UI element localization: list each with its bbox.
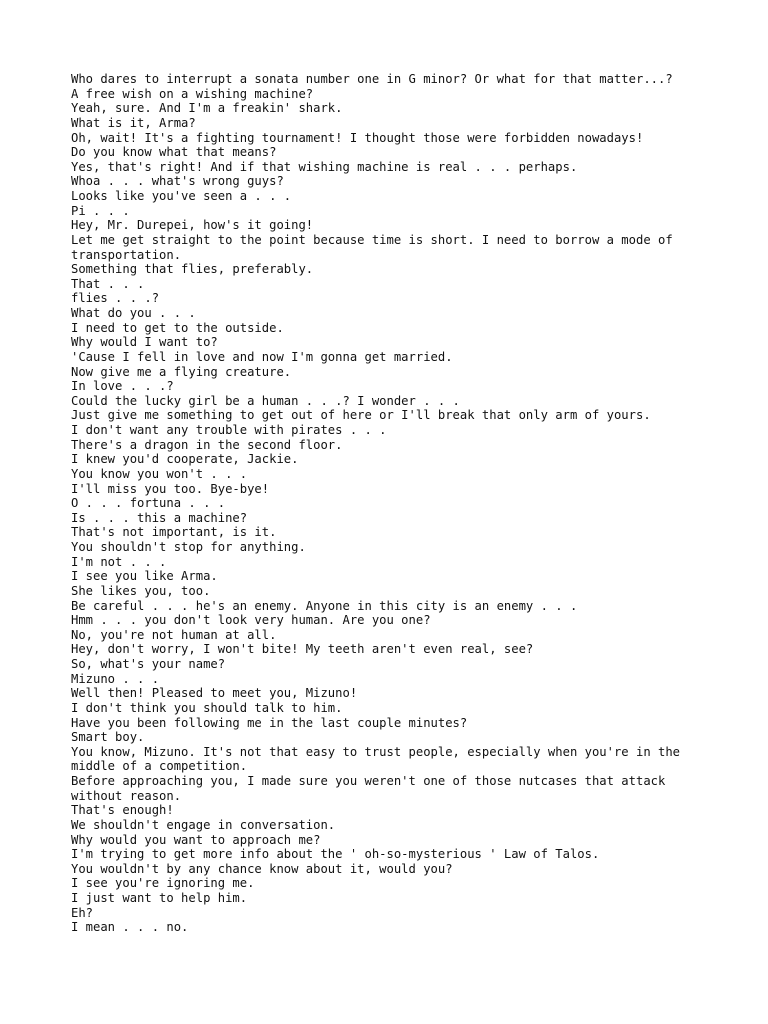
text-line: Yeah, sure. And I'm a freakin' shark.	[71, 101, 343, 116]
text-line: You wouldn't by any chance know about it, would you?	[71, 861, 453, 876]
document-page	[71, 72, 731, 935]
text-line: I need to get to the outside.	[71, 320, 284, 335]
text-line: 'Cause I fell in love and now I'm gonna get married.	[71, 349, 453, 364]
text-line: Well then! Pleased to meet you, Mizuno!	[71, 686, 358, 701]
text-line: I just want to help him.	[71, 891, 248, 905]
text-line: What do you . . .	[71, 306, 196, 320]
text-line: A free wish on a wishing machine?	[71, 86, 314, 101]
text-line: Eh?	[71, 905, 94, 920]
text-line: There's a dragon in the second floor.	[71, 437, 343, 452]
text-line: Why would I want to?	[71, 335, 218, 350]
text-line: No, you're not human at all.	[71, 627, 277, 642]
text-line: You know, Mizuno. It's not that easy to trust people, especially when you're in the	[71, 744, 681, 759]
text-line: Be careful . . . he's an enemy. Anyone in this city is an enemy . . .	[71, 598, 578, 613]
text-line: O . . . fortuna . . .	[71, 496, 226, 511]
text-line: Have you been following me in the last couple minutes?	[71, 715, 468, 730]
text-line: Something that flies, preferably.	[71, 262, 314, 277]
text-line: That's enough!	[71, 803, 174, 818]
text-line: Smart boy.	[71, 730, 145, 745]
text-line: Is . . . this a machine?	[71, 510, 248, 525]
text-line: I'm not . . .	[71, 554, 167, 569]
text-line: Let me get straight to the point because time is short. I need to borrow a mode of	[71, 232, 673, 247]
text-line: Yes, that's right! And if that wishing machine is real . . . perhaps.	[71, 159, 578, 174]
text-line: Why would you want to approach me?	[71, 832, 321, 847]
text-line: I see you're ignoring me.	[71, 876, 255, 891]
text-line: I mean . . . no.	[71, 920, 189, 935]
text-line: That . . .	[71, 276, 145, 291]
text-line: You shouldn't stop for anything.	[71, 540, 306, 554]
text-line: Could the lucky girl be a human . . .? I wonder . . .	[71, 393, 460, 408]
text-line: What is it, Arma?	[71, 115, 196, 130]
text-line: Pi . . .	[71, 203, 130, 218]
text-line: I see you like Arma.	[71, 569, 218, 584]
text-line: I knew you'd cooperate, Jackie.	[71, 452, 299, 467]
text-line: flies . . .?	[71, 291, 160, 306]
text-line: In love . . .?	[71, 379, 174, 394]
text-line: We shouldn't engage in conversation.	[71, 817, 336, 832]
text-line: Hey, Mr. Durepei, how's it going!	[71, 218, 314, 233]
text-line: She likes you, too.	[71, 583, 211, 598]
text-line: I'm trying to get more info about the ' oh-so-mysterious ' Law of Talos.	[71, 847, 600, 862]
text-line: Do you know what that means?	[71, 145, 277, 160]
text-line: middle of a competition.	[71, 759, 248, 774]
text-line: Mizuno . . .	[71, 671, 160, 686]
text-line: You know you won't . . .	[71, 466, 248, 481]
text-line: Looks like you've seen a . . .	[71, 189, 292, 203]
text-line: Hmm . . . you don't look very human. Are you one?	[71, 613, 431, 628]
text-line: I don't want any trouble with pirates . . .	[71, 423, 387, 437]
text-line: Just give me something to get out of here or I'll break that only arm of yours.	[71, 408, 651, 423]
text-line: I'll miss you too. Bye-bye!	[71, 481, 270, 496]
text-line: Now give me a flying creature.	[71, 364, 292, 379]
text-line: Before approaching you, I made sure you weren't one of those nutcases that attack	[71, 774, 666, 788]
text-line: transportation.	[71, 247, 182, 262]
text-line: I don't think you should talk to him.	[71, 700, 343, 715]
text-line: Oh, wait! It's a fighting tournament! I thought those were forbidden nowadays!	[71, 130, 644, 145]
text-line: That's not important, is it.	[71, 525, 277, 540]
text-line: without reason.	[71, 788, 182, 803]
text-line: Whoa . . . what's wrong guys?	[71, 174, 284, 189]
text-line: Hey, don't worry, I won't bite! My teeth aren't even real, see?	[71, 642, 534, 657]
text-line: So, what's your name?	[71, 657, 226, 671]
text-line: Who dares to interrupt a sonata number one in G minor? Or what for that matter...?	[71, 72, 673, 86]
